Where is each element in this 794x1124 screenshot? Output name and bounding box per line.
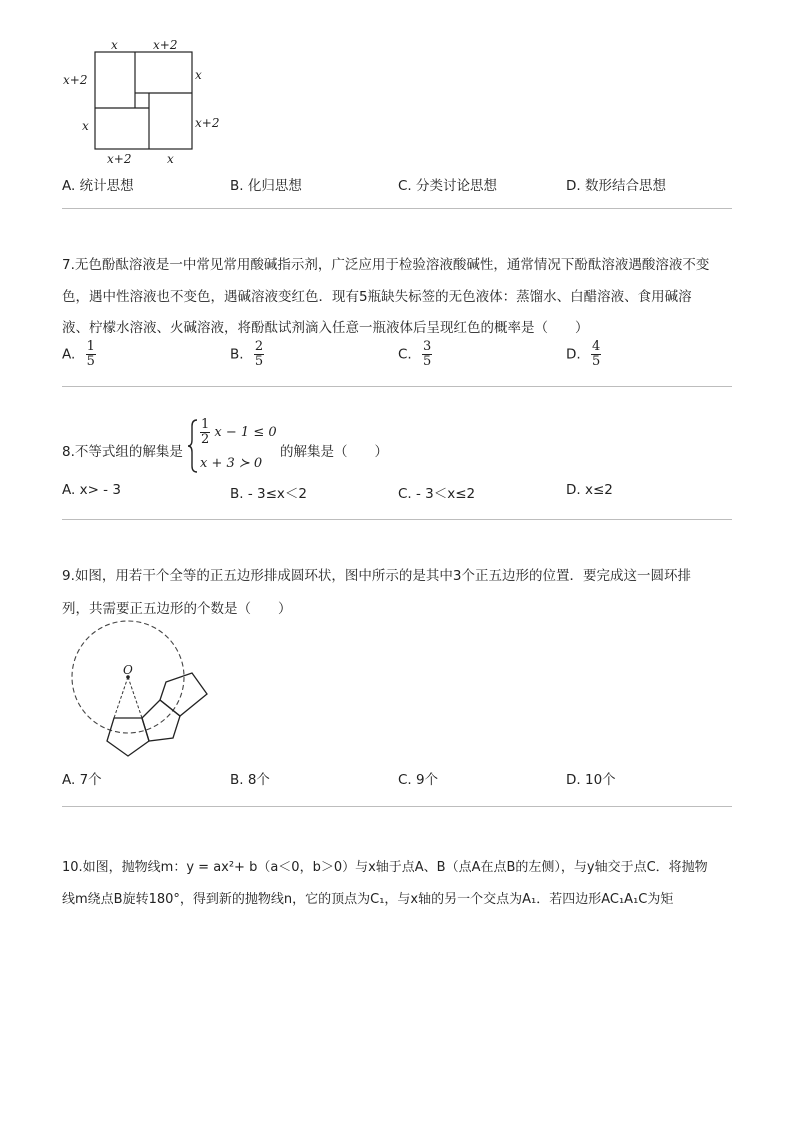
label-right-bottom: x+2 <box>195 116 220 130</box>
q8-option-a[interactable]: A. x> - 3 <box>62 482 121 498</box>
fraction <box>200 418 210 447</box>
numerator: 2 <box>254 339 264 354</box>
q7-option-b[interactable] <box>230 340 264 369</box>
q6-option-b[interactable]: B. 化归思想 <box>230 178 302 194</box>
divider <box>62 208 732 209</box>
pentagon-ring-figure <box>62 620 242 770</box>
numerator: 4 <box>591 339 601 354</box>
label-top-right: x+2 <box>153 38 178 52</box>
square-figure <box>60 36 230 168</box>
label-bottom-left: x+2 <box>107 152 132 166</box>
center-o-label: O <box>123 663 133 677</box>
divider <box>62 806 732 807</box>
option-label: A. <box>62 346 76 363</box>
numerator: 1 <box>86 339 95 354</box>
denominator: 5 <box>254 354 264 369</box>
q9-option-d[interactable]: D. 10个 <box>566 772 616 788</box>
numerator: 1 <box>201 417 210 432</box>
denominator: 5 <box>591 354 601 369</box>
fraction <box>254 340 264 369</box>
denominator: 5 <box>423 354 432 369</box>
q10-text-line2: 线m绕点B旋转180°，得到新的抛物线n，它的顶点为C₁，与x轴的另一个交点为A₁．若四边形AC₁A₁C为矩 <box>62 892 674 907</box>
q7-option-a[interactable] <box>62 340 96 369</box>
q7-option-c[interactable] <box>398 340 432 369</box>
q9-option-c[interactable]: C. 9个 <box>398 772 439 788</box>
eq1-rest: x − 1 ≤ 0 <box>214 425 277 440</box>
q7-text-line3: 液、柠檬水溶液、火碱溶液，将酚酞试剂滴入任意一瓶液体后呈现红色的概率是（ ） <box>62 320 589 336</box>
q8-eq1 <box>200 418 277 447</box>
numerator: 3 <box>423 339 432 354</box>
divider <box>62 519 732 520</box>
q9-text-line1: 9.如图，用若干个全等的正五边形排成圆环状，图中所示的是其中3个正五边形的位置．要完成这一圆环排 <box>62 568 691 584</box>
q6-option-a[interactable]: A. 统计思想 <box>62 178 134 194</box>
fraction <box>86 340 96 369</box>
label-left-bottom: x <box>82 119 89 133</box>
option-label: C. <box>398 346 412 363</box>
q7-option-d[interactable] <box>566 340 601 369</box>
option-label: B. <box>230 346 244 363</box>
q8-eq2: x + 3 ≻ 0 <box>200 456 263 471</box>
q8-option-b[interactable]: B. - 3≤x＜2 <box>230 486 307 502</box>
q8-option-d[interactable]: D. x≤2 <box>566 482 613 498</box>
denominator: 5 <box>86 354 95 369</box>
label-bottom-right: x <box>167 152 174 166</box>
fraction <box>591 340 601 369</box>
q10-text-line1: 10.如图，抛物线m：y = ax²+ b（a＜0，b＞0）与x轴于点A、B（点A在点B的左侧），与y轴交于点C．将抛物 <box>62 860 708 875</box>
q8-option-c[interactable]: C. - 3＜x≤2 <box>398 486 476 502</box>
denominator: 2 <box>201 432 210 447</box>
q9-text-line2: 列，共需要正五边形的个数是（ ） <box>62 601 292 617</box>
q8-suffix: 的解集是（ ） <box>280 444 388 460</box>
label-top-left: x <box>111 38 118 52</box>
q6-option-c[interactable]: C. 分类讨论思想 <box>398 178 498 194</box>
label-left-top: x+2 <box>63 73 88 87</box>
q7-text-line1: 7.无色酚酞溶液是一中常见常用酸碱指示剂，广泛应用于检验溶液酸碱性，通常情况下酚酞溶液遇酸溶液不变 <box>62 257 710 273</box>
divider <box>62 386 732 387</box>
q7-text-line2: 色，遇中性溶液也不变色，遇碱溶液变红色．现有5瓶缺失标签的无色液体：蒸馏水、白醋溶液、食用碱溶 <box>62 289 692 305</box>
brace-icon <box>187 418 199 474</box>
fraction <box>422 340 432 369</box>
label-right-top: x <box>195 68 202 82</box>
q6-option-d[interactable]: D. 数形结合思想 <box>566 178 666 194</box>
option-label: D. <box>566 346 581 363</box>
q9-option-b[interactable]: B. 8个 <box>230 772 270 788</box>
q9-option-a[interactable]: A. 7个 <box>62 772 102 788</box>
q8-prefix: 8.不等式组的解集是 <box>62 444 183 460</box>
q8-system <box>187 418 277 474</box>
